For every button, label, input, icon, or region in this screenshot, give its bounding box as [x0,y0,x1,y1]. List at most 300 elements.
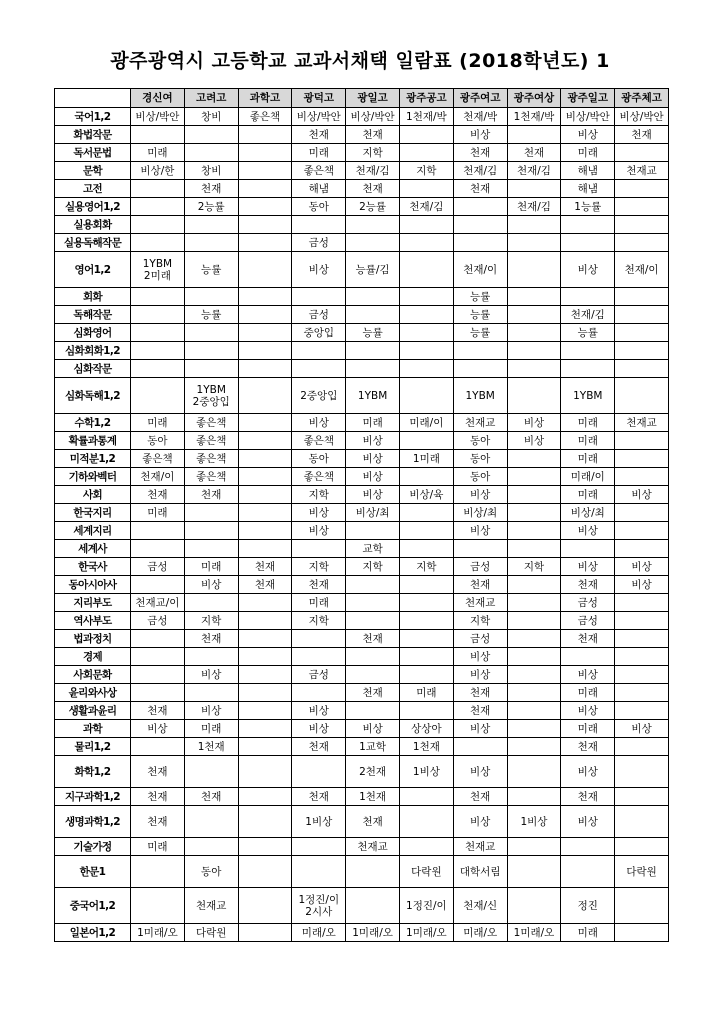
textbook-cell-text: 미래 [308,146,329,159]
textbook-cell-text: 천재교 [464,416,496,429]
textbook-cell [131,540,185,558]
subject-cell: 확률과통계 [55,432,131,450]
page-title: 광주광역시 고등학교 교과서채택 일람표 (2018학년도) 1 [110,50,610,72]
textbook-cell-text: 능률 [201,263,222,276]
textbook-cell [507,288,561,306]
textbook-cell [453,414,507,432]
textbook-cell [615,666,669,684]
textbook-cell [453,468,507,486]
textbook-cell [292,612,346,630]
textbook-cell [507,522,561,540]
textbook-cell [131,888,185,924]
textbook-cell [615,288,669,306]
textbook-cell [399,360,453,378]
textbook-cell [615,788,669,806]
textbook-cell [238,702,292,720]
textbook-cell-text: 천재/김 [570,308,605,321]
textbook-cell-text: 비상 [362,722,383,735]
textbook-cell [238,856,292,888]
textbook-cell [184,540,238,558]
textbook-cell [399,788,453,806]
textbook-cell [346,252,400,288]
textbook-cell [292,324,346,342]
textbook-cell [131,378,185,414]
textbook-cell [238,924,292,942]
textbook-cell [346,162,400,180]
textbook-cell [238,306,292,324]
textbook-cell-text: 미래 [577,434,598,447]
subject-cell: 기하와벡터 [55,468,131,486]
textbook-cell-text: 비상 [577,524,598,537]
textbook-cell [453,450,507,468]
textbook-cell-text: 천재 [470,790,491,803]
textbook-cell-text: 미래 [577,686,598,699]
textbook-cell-text: 금성 [147,614,168,627]
table-row [55,432,669,450]
textbook-cell-text: 천재/김 [409,200,444,213]
textbook-cell-text: 미래 [147,416,168,429]
textbook-cell [507,630,561,648]
textbook-cell-text: 좋은책 [195,470,227,483]
textbook-cell [561,378,615,414]
textbook-cell-text: 지학 [308,560,329,573]
textbook-cell-text: 지학 [308,488,329,501]
textbook-cell [507,666,561,684]
textbook-cell [615,126,669,144]
textbook-cell-text: 능률/김 [355,263,390,276]
textbook-cell-text: 비상/박안 [619,110,664,123]
textbook-cell [131,216,185,234]
textbook-cell [346,788,400,806]
textbook-cell [561,856,615,888]
table-row [55,504,669,522]
textbook-cell [561,306,615,324]
textbook-cell [615,486,669,504]
textbook-cell [453,924,507,942]
textbook-cell [346,576,400,594]
textbook-cell [399,702,453,720]
textbook-cell [615,702,669,720]
textbook-cell [561,648,615,666]
subject-cell: 영어1,2 [55,252,131,288]
textbook-cell [346,522,400,540]
textbook-cell [238,720,292,738]
textbook-cell-text: 1미래 [412,452,440,465]
textbook-cell-text: 비상 [308,506,329,519]
textbook-cell [453,180,507,198]
textbook-cell-text: 천재 [362,686,383,699]
subject-cell: 심화독해1,2 [55,378,131,414]
textbook-cell [561,576,615,594]
subject-cell: 생활과윤리 [55,702,131,720]
textbook-cell-text: 비상 [362,452,383,465]
textbook-cell-text: 1천재/박 [406,110,447,123]
textbook-cell [561,486,615,504]
table-row [55,738,669,756]
textbook-cell [184,576,238,594]
textbook-cell [238,378,292,414]
textbook-cell [453,504,507,522]
subject-cell: 사회 [55,486,131,504]
textbook-cell-text: 천재교 [464,596,496,609]
textbook-cell-text: 천재교 [464,840,496,853]
textbook-cell [238,756,292,788]
textbook-cell [184,450,238,468]
textbook-cell-text: 천재 [577,632,598,645]
textbook-cell [184,924,238,942]
textbook-cell [184,432,238,450]
textbook-cell [238,630,292,648]
textbook-cell [238,180,292,198]
textbook-cell [507,252,561,288]
school-header: 고려고 [184,89,238,108]
school-header: 광주여상 [507,89,561,108]
subject-cell: 윤리와사상 [55,684,131,702]
textbook-cell [292,306,346,324]
textbook-cell-text: 천재 [631,128,652,141]
textbook-cell [238,288,292,306]
textbook-cell [184,838,238,856]
table-row [55,558,669,576]
textbook-cell [346,540,400,558]
textbook-cell-text: 미래 [577,926,598,939]
textbook-cell [292,576,346,594]
textbook-cell [238,468,292,486]
textbook-cell-text: 1미래/오 [352,926,393,939]
textbook-cell [453,126,507,144]
textbook-cell [453,216,507,234]
textbook-cell [615,684,669,702]
textbook-cell [184,788,238,806]
textbook-cell-text: 좋은책 [303,470,334,483]
textbook-cell-text: 미래 [577,488,598,501]
textbook-cell [399,378,453,414]
textbook-cell [238,612,292,630]
textbook-cell [615,838,669,856]
textbook-cell [615,630,669,648]
textbook-cell [453,288,507,306]
textbook-cell [184,630,238,648]
textbook-cell [238,450,292,468]
textbook-cell [292,540,346,558]
textbook-cell [399,924,453,942]
textbook-cell-text: 비상 [631,488,652,501]
textbook-cell-text: 미래/오 [301,926,336,939]
textbook-cell-text: 1비상 [305,815,333,828]
textbook-cell-text: 천재교 [626,164,657,177]
textbook-cell-text: 비상/박안 [565,110,610,123]
school-header: 과학고 [238,89,292,108]
subject-cell: 물리1,2 [55,738,131,756]
subject-cell: 사회문화 [55,666,131,684]
textbook-cell [507,924,561,942]
textbook-cell [453,702,507,720]
textbook-cell [131,450,185,468]
table-row [55,198,669,216]
textbook-cell-text: 비상 [362,470,383,483]
textbook-cell [346,856,400,888]
school-header: 광주체고 [615,89,669,108]
textbook-cell [561,324,615,342]
textbook-cell [399,180,453,198]
textbook-cell [561,126,615,144]
textbook-cell [507,234,561,252]
table-row [55,684,669,702]
textbook-cell [131,738,185,756]
textbook-cell [453,234,507,252]
textbook-cell [453,486,507,504]
textbook-cell [346,432,400,450]
textbook-cell-text: 1교학 [359,740,387,753]
textbook-cell-text: 1천재 [197,740,225,753]
textbook-cell [292,216,346,234]
textbook-cell [131,306,185,324]
textbook-cell [399,522,453,540]
textbook-cell [346,360,400,378]
textbook-cell-text: 지학 [362,560,383,573]
table-row [55,540,669,558]
textbook-cell [453,522,507,540]
textbook-cell [561,288,615,306]
textbook-cell [238,324,292,342]
textbook-cell [346,558,400,576]
textbook-cell [346,180,400,198]
textbook-cell-text: 비상 [631,722,652,735]
subject-cell: 과학 [55,720,131,738]
textbook-cell [292,198,346,216]
textbook-cell [346,324,400,342]
textbook-cell [131,504,185,522]
textbook-cell [399,162,453,180]
textbook-cell-text: 해냄 [577,182,598,195]
textbook-cell [453,252,507,288]
textbook-cell [507,216,561,234]
subject-cell: 문학 [55,162,131,180]
textbook-cell-text: 금성 [577,596,598,609]
subject-cell: 법과정치 [55,630,131,648]
textbook-cell [346,702,400,720]
subject-cell: 세계지리 [55,522,131,540]
textbook-cell-text: 동아 [470,470,491,483]
textbook-cell-text: 비상/최 [463,506,498,519]
textbook-cell [292,756,346,788]
textbook-cell [453,594,507,612]
textbook-cell [615,806,669,838]
subject-cell: 세계사 [55,540,131,558]
textbook-cell-text: 동아 [147,434,168,447]
textbook-cell [615,558,669,576]
textbook-cell-text: 중앙입 [303,326,334,339]
textbook-cell [238,198,292,216]
textbook-cell [507,594,561,612]
textbook-cell-text: 비상/한 [140,164,175,177]
textbook-cell [131,684,185,702]
table-row [55,180,669,198]
textbook-cell [346,378,400,414]
textbook-cell [615,450,669,468]
textbook-cell [399,666,453,684]
textbook-cell [131,108,185,126]
textbook-cell [561,612,615,630]
textbook-cell [399,486,453,504]
table-row [55,806,669,838]
textbook-cell [131,648,185,666]
textbook-cell-text: 금성 [308,668,329,681]
textbook-cell [507,126,561,144]
textbook-cell-text: 천재교/이 [135,596,180,609]
textbook-cell-text: 천재/이 [463,263,498,276]
textbook-cell [292,144,346,162]
textbook-cell-text: 창비 [201,164,222,177]
textbook-cell-text: 천재 [201,182,222,195]
textbook-cell-text: 금성 [147,560,168,573]
textbook-cell [292,924,346,942]
textbook-cell [453,558,507,576]
textbook-cell-text: 천재 [470,578,491,591]
textbook-cell [399,806,453,838]
textbook-cell [453,720,507,738]
textbook-cell-text: 비상 [362,434,383,447]
header-corner-cell [55,89,131,108]
textbook-cell-text: 금성 [470,560,491,573]
textbook-cell [292,738,346,756]
textbook-cell [453,432,507,450]
table-row [55,856,669,888]
textbook-cell [615,198,669,216]
textbook-cell [507,180,561,198]
textbook-cell [131,612,185,630]
subject-cell: 기술가정 [55,838,131,856]
textbook-cell [507,432,561,450]
subject-cell: 동아시아사 [55,576,131,594]
textbook-cell-text: 천재 [308,578,329,591]
textbook-cell [292,450,346,468]
subject-cell: 실용회화 [55,216,131,234]
textbook-cell [453,360,507,378]
table-row [55,216,669,234]
textbook-cell [238,666,292,684]
textbook-cell [131,126,185,144]
textbook-cell-text: 미래/오 [463,926,498,939]
textbook-cell [292,360,346,378]
textbook-cell [346,486,400,504]
textbook-cell [184,522,238,540]
textbook-cell-text: 다락원 [626,865,657,878]
textbook-cell [399,126,453,144]
textbook-cell [131,720,185,738]
textbook-cell [238,342,292,360]
table-row [55,252,669,288]
school-header: 경신여 [131,89,185,108]
textbook-cell [292,856,346,888]
textbook-cell-text: 능률 [470,326,491,339]
textbook-cell [292,108,346,126]
textbook-cell [615,414,669,432]
textbook-cell-text: 미래 [201,560,222,573]
textbook-cell-text: 1YBM [465,389,495,402]
school-header: 광덕고 [292,89,346,108]
textbook-cell-text: 1비상 [520,815,548,828]
textbook-cell [238,888,292,924]
textbook-cell-text: 천재 [147,815,168,828]
textbook-cell [453,144,507,162]
textbook-cell [238,234,292,252]
textbook-cell [399,432,453,450]
textbook-cell [561,666,615,684]
table-row [55,666,669,684]
table-row [55,288,669,306]
textbook-cell [615,234,669,252]
textbook-cell [131,162,185,180]
textbook-cell [507,648,561,666]
textbook-cell-text: 2능률 [197,200,225,213]
textbook-cell [184,324,238,342]
textbook-cell [399,108,453,126]
textbook-cell [507,838,561,856]
textbook-cell [399,342,453,360]
textbook-cell [615,756,669,788]
textbook-cell [507,162,561,180]
textbook-cell [238,788,292,806]
textbook-cell-text: 1YBM 2중앙입 [192,383,230,408]
textbook-cell [184,612,238,630]
textbook-cell-text: 동아 [470,452,491,465]
textbook-cell-text: 능률 [577,326,598,339]
school-header: 광주공고 [399,89,453,108]
subject-cell: 수학1,2 [55,414,131,432]
textbook-cell [507,198,561,216]
textbook-cell [238,126,292,144]
textbook-cell-text: 천재 [308,128,329,141]
textbook-cell-text: 천재/신 [463,899,498,912]
textbook-cell [615,648,669,666]
textbook-cell-text: 비상 [201,578,222,591]
table-body [55,108,669,942]
textbook-cell-text: 동아 [308,200,329,213]
textbook-cell [292,702,346,720]
textbook-cell [561,558,615,576]
table-row [55,324,669,342]
textbook-cell-text: 미래 [362,416,383,429]
textbook-cell [184,126,238,144]
textbook-cell [507,738,561,756]
textbook-cell [346,414,400,432]
textbook-cell [615,378,669,414]
textbook-cell-text: 능률 [470,290,491,303]
textbook-cell-text: 천재교 [357,840,388,853]
textbook-cell [184,468,238,486]
textbook-cell [131,324,185,342]
textbook-cell [615,324,669,342]
table-row [55,486,669,504]
textbook-cell [346,720,400,738]
textbook-cell [453,888,507,924]
textbook-cell [131,180,185,198]
textbook-cell [615,342,669,360]
textbook-cell [561,234,615,252]
textbook-cell [238,360,292,378]
textbook-cell-text: 천재 [254,578,276,591]
table-row [55,788,669,806]
textbook-cell [131,756,185,788]
table-row [55,414,669,432]
textbook-cell-text: 금성 [308,236,329,249]
textbook-cell [507,468,561,486]
textbook-cell-text: 천재 [147,488,168,501]
textbook-cell-text: 천재 [577,790,598,803]
textbook-cell-text: 천재 [470,686,491,699]
textbook-cell [615,594,669,612]
